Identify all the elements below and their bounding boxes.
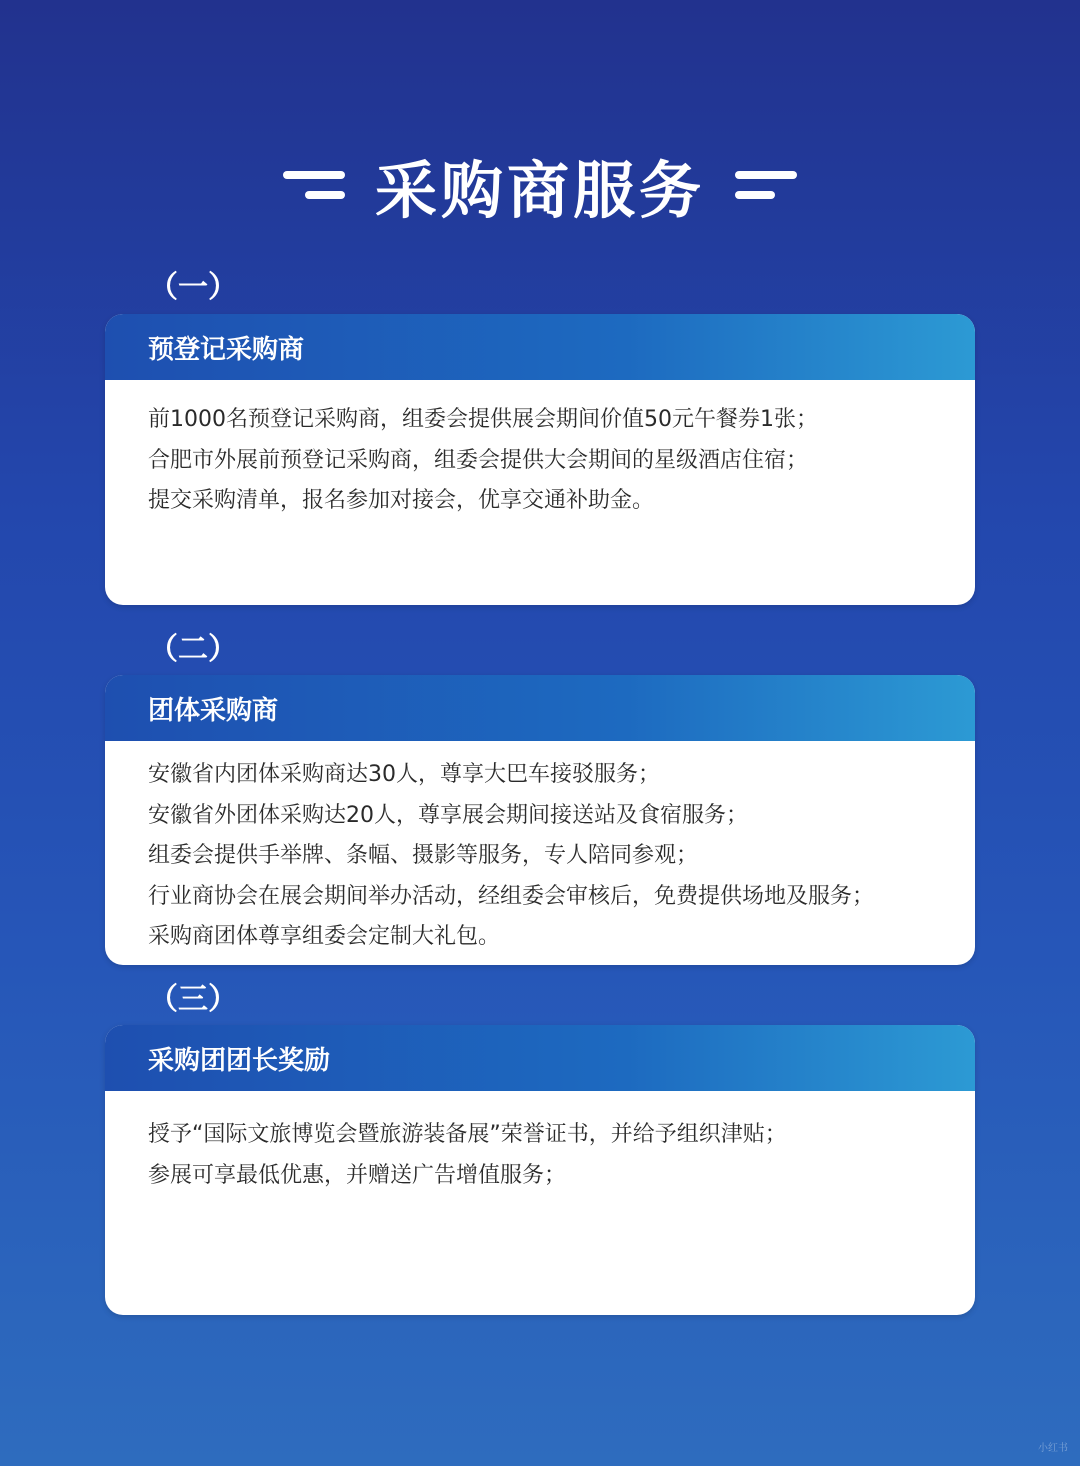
benefit-line: 安徽省外团体采购达20人，尊享展会期间接送站及食宿服务； — [148, 802, 748, 828]
benefit-line: 采购商团体尊享组委会定制大礼包。 — [148, 924, 501, 949]
card-header — [105, 314, 975, 380]
card-title: 采购团团长奖励 — [148, 1045, 331, 1076]
watermark: 小红书 — [1038, 1443, 1068, 1454]
benefit-line: 参展可享最低优惠，并赠送广告增值服务； — [148, 1162, 567, 1188]
section-label-3: （三） — [148, 982, 238, 1017]
benefit-line: 前1000名预登记采购商，组委会提供展会期间价值50元午餐券1张； — [148, 407, 818, 432]
section-label-1: （一） — [148, 270, 238, 305]
benefit-line: 组委会提供手举牌、条幅、摄影等服务，专人陪同参观； — [148, 843, 699, 868]
page-title: 采购商服务 — [374, 153, 705, 227]
section-label-2: （二） — [148, 632, 238, 667]
benefit-line: 行业商协会在展会期间举办活动，经组委会审核后，免费提供场地及服务； — [148, 883, 875, 909]
section-card-pre-registration — [105, 314, 975, 605]
card-title: 团体采购商 — [148, 695, 279, 726]
card-title: 预登记采购商 — [148, 334, 305, 365]
title-decoration-left — [283, 171, 345, 199]
card-body — [105, 741, 975, 958]
card-header — [105, 1025, 975, 1091]
benefit-line: 授予“国际文旅博览会暨旅游装备展”荣誉证书，并给予组织津贴； — [148, 1122, 787, 1147]
benefit-line: 提交采购清单，报名参加对接会，优享交通补助金。 — [148, 488, 655, 513]
page-header — [0, 140, 1080, 230]
section-card-group-leader-rewards — [105, 1025, 975, 1315]
section-card-group-buyers — [105, 675, 975, 965]
benefit-line: 合肥市外展前预登记采购商，组委会提供大会期间的星级酒店住宿； — [148, 447, 809, 473]
card-body — [105, 1091, 975, 1196]
title-decoration-right — [735, 171, 797, 199]
card-header — [105, 675, 975, 741]
card-body — [105, 380, 975, 522]
benefit-line: 安徽省内团体采购商达30人，尊享大巴车接驳服务； — [148, 762, 660, 787]
